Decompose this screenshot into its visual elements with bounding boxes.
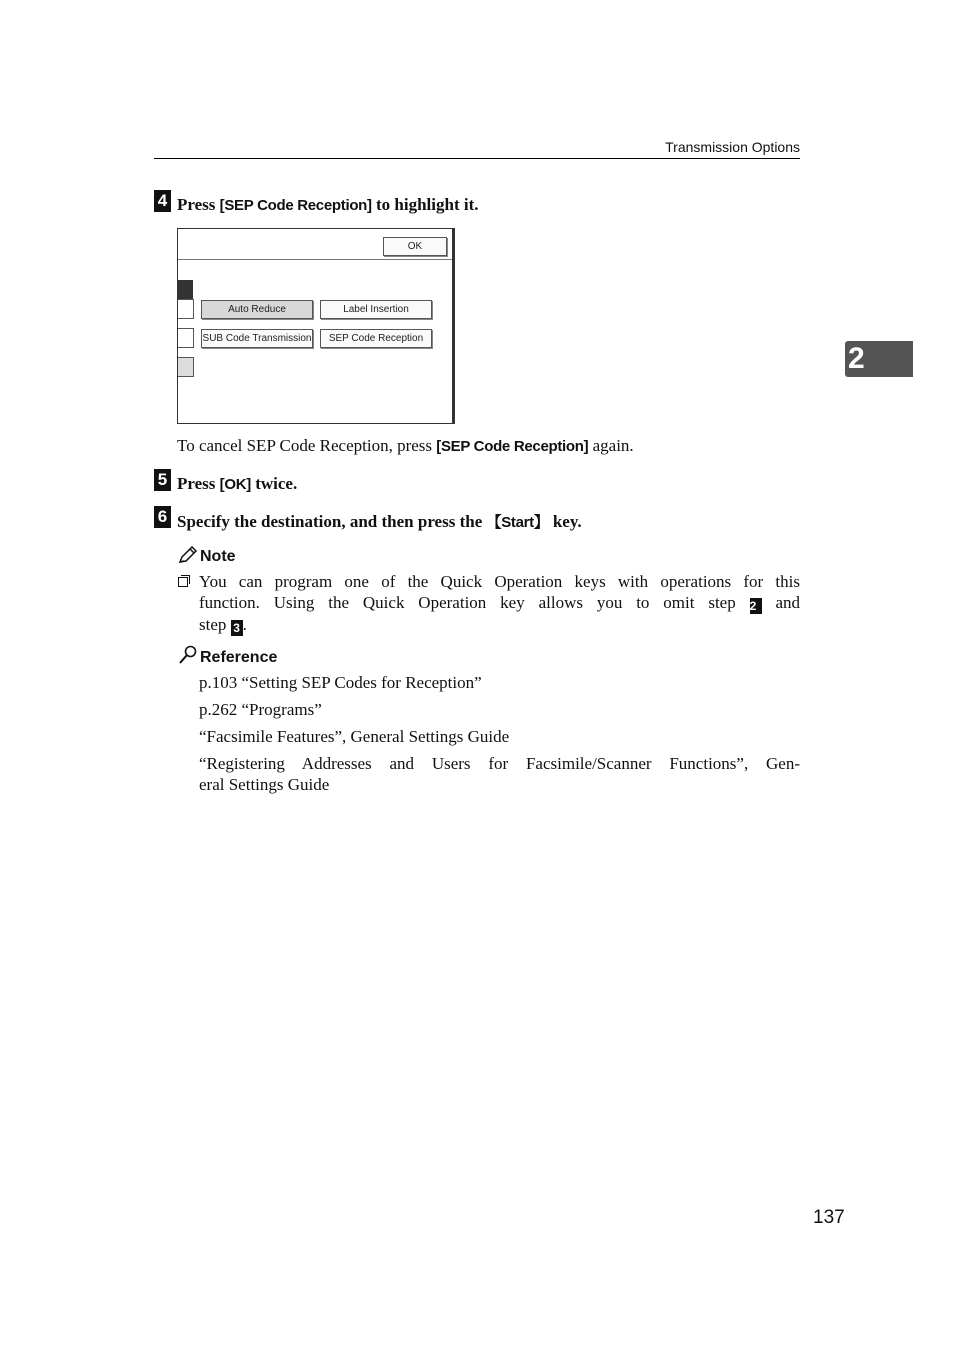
magnifier-icon — [178, 645, 198, 665]
page-number: 137 — [813, 1207, 845, 1228]
reference-item: p.103 “Setting SEP Codes for Reception” — [199, 673, 482, 692]
step-text-suffix: twice. — [250, 474, 298, 493]
step-number: 5 — [154, 469, 171, 491]
sep-code-reception-button[interactable]: SEP Code Reception — [320, 329, 432, 348]
note-text: step — [199, 615, 231, 634]
step-text-prefix: Press — [177, 474, 220, 493]
note-line: You can program one of the Quick Operation keys with operations for this — [199, 572, 800, 591]
note-body — [199, 571, 800, 636]
cancel-suffix: again. — [588, 436, 634, 455]
step-text-prefix: Specify the destination, and then press the — [177, 512, 487, 531]
checkbox-icon — [178, 575, 190, 587]
step-number: 6 — [154, 506, 171, 528]
key-label: 【Start】 — [486, 514, 549, 531]
panel-side-tab[interactable] — [178, 299, 194, 319]
auto-reduce-button[interactable]: Auto Reduce — [201, 300, 313, 319]
panel-side-tab[interactable] — [178, 357, 194, 377]
reference-item: “Registering Addresses and Users for Facsimile/Scanner Functions”, Gen- — [199, 754, 800, 773]
reference-item: “Facsimile Features”, General Settings Guide — [199, 727, 510, 746]
header-rule — [154, 158, 800, 159]
cancel-instruction — [177, 436, 634, 456]
screen-panel — [177, 228, 455, 424]
ok-button[interactable]: OK — [383, 237, 447, 256]
sub-code-transmission-button[interactable]: SUB Code Transmission — [201, 329, 313, 348]
reference-item: p.262 “Programs” — [199, 700, 322, 719]
panel-side-tab[interactable] — [178, 328, 194, 348]
running-header: Transmission Options — [665, 139, 800, 155]
reference-item: eral Settings Guide — [199, 775, 330, 794]
key-label: [SEP Code Reception] — [436, 438, 589, 455]
step-ref: 3 — [231, 620, 243, 636]
note-text: . — [242, 615, 247, 634]
step-text-prefix: Press — [177, 195, 220, 214]
step-4-text — [177, 195, 479, 215]
cancel-prefix: To cancel SEP Code Reception, press — [177, 436, 437, 455]
step-number: 4 — [154, 190, 171, 212]
step-text-suffix: key. — [548, 512, 582, 531]
key-label: [OK] — [219, 476, 251, 493]
note-text: function. Using the Quick Operation key allows you to omit step — [199, 593, 750, 612]
note-heading: Note — [200, 548, 236, 565]
chapter-tab: 2 — [845, 341, 913, 377]
note-line — [199, 592, 800, 614]
panel-side-tab-selected[interactable] — [178, 280, 193, 300]
step-ref: 2 — [750, 598, 762, 614]
pencil-icon — [178, 546, 198, 564]
reference-heading: Reference — [200, 649, 278, 666]
step-6-text — [177, 511, 582, 532]
step-text-suffix: to highlight it. — [371, 195, 479, 214]
note-line — [199, 614, 800, 636]
step-5-text — [177, 474, 297, 494]
key-label: [SEP Code Reception] — [219, 197, 372, 214]
note-text: and — [761, 593, 801, 612]
label-insertion-button[interactable]: Label Insertion — [320, 300, 432, 319]
